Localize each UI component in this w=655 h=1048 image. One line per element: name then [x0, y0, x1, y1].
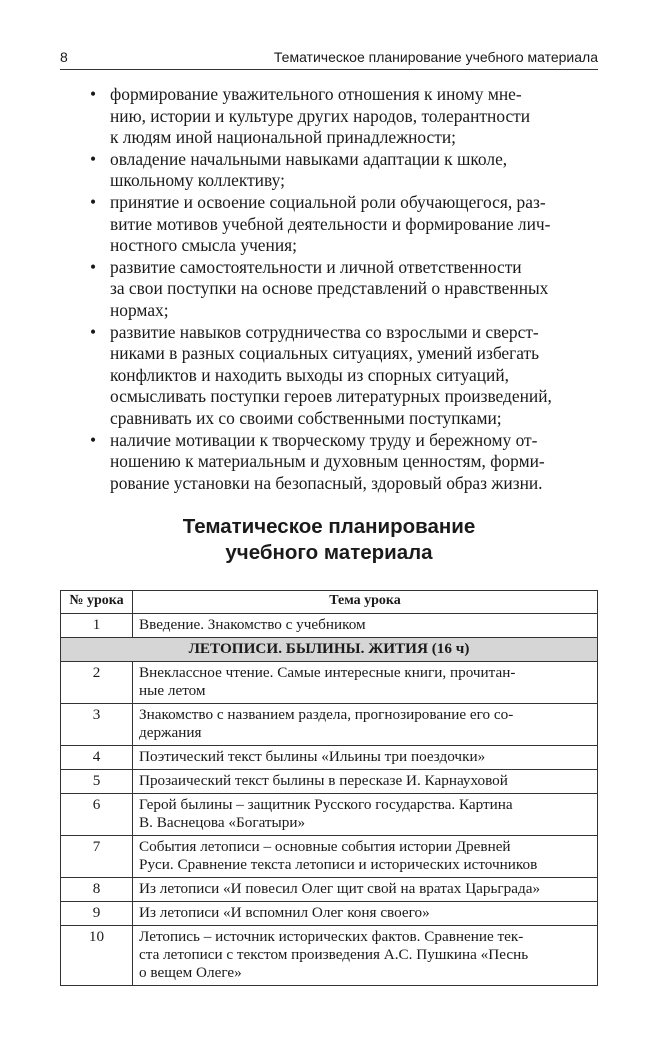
- bullet-marker: •: [90, 191, 97, 212]
- bullet-line: осмысливать поступки героев литературных произведений,: [110, 386, 552, 407]
- lesson-topic: [133, 614, 598, 638]
- bullet-line: принятие и освоение социальной роли обучающегося, раз-: [110, 191, 546, 212]
- bullet-line: овладение начальными навыками адаптации к школе,: [110, 148, 508, 169]
- lesson-topic-line: Поэтический текст былины «Ильины три поездочки»: [139, 748, 486, 765]
- bullet-line: конфликтов и находить выходы из спорных ситуаций,: [110, 364, 509, 385]
- bullet-line: сравнивать их со своими собственными поступками;: [110, 407, 502, 428]
- lesson-number: 9: [61, 902, 133, 926]
- bullet-line: наличие мотивации к творческому труду и бережному от-: [110, 429, 538, 450]
- table-row: [61, 662, 598, 704]
- lesson-topic-line: Внеклассное чтение. Самые интересные книги, прочитан-: [139, 664, 516, 681]
- table-row: [61, 794, 598, 836]
- lesson-topic-line: ста летописи с текстом произведения А.С. Пушкина «Песнь: [139, 946, 529, 963]
- bullet-line: нормах;: [110, 299, 169, 320]
- lesson-topic-line: Руси. Сравнение текста летописи и исторических источников: [139, 856, 538, 873]
- bullet-marker: •: [90, 321, 97, 342]
- bullet-line: нию, истории и культуре других народов, толерантности: [110, 105, 531, 126]
- bullet-marker: •: [90, 429, 97, 450]
- bullet-line: развитие навыков сотрудничества со взрослыми и сверст-: [110, 321, 539, 342]
- lesson-number: 3: [61, 704, 133, 746]
- header-lesson-number: № урока: [61, 591, 133, 614]
- bullet-line: ношению к материальным и духовным ценностям, форми-: [110, 451, 545, 472]
- bullet-line: формирование уважительного отношения к иному мне-: [110, 84, 522, 104]
- lesson-number: 10: [61, 926, 133, 986]
- table-row: [61, 770, 598, 794]
- lesson-topic-line: Из летописи «И вспомнил Олег коня своего»: [139, 904, 430, 921]
- lesson-number: 2: [61, 662, 133, 704]
- bullet-line: рование установки на безопасный, здоровый образ жизни.: [110, 472, 543, 493]
- lesson-number: 7: [61, 836, 133, 878]
- lesson-number: 1: [61, 614, 133, 638]
- lesson-topic: [133, 746, 598, 770]
- header-lesson-topic: Тема урока: [133, 591, 598, 614]
- lesson-topic: [133, 836, 598, 878]
- section-title: ЛЕТОПИСИ. БЫЛИНЫ. ЖИТИЯ (16 ч): [61, 638, 598, 662]
- bullet-line: никами в разных социальных ситуациях, умений избегать: [110, 343, 540, 364]
- bullet-item: [86, 322, 598, 430]
- bullet-item: [86, 149, 598, 192]
- section-heading: [60, 514, 598, 566]
- bullet-line: к людям иной национальной принадлежности;: [110, 127, 457, 148]
- table-row: [61, 704, 598, 746]
- bullet-item: [86, 84, 598, 149]
- lesson-topic-line: Из летописи «И повесил Олег щит свой на вратах Царьграда»: [139, 880, 541, 897]
- outcomes-bullet-list: [86, 84, 598, 494]
- section-heading-line: учебного материала: [225, 541, 433, 564]
- bullet-line: школьному коллективу;: [110, 170, 285, 191]
- bullet-line: развитие самостоятельности и личной ответственности: [110, 256, 522, 277]
- page-number: 8: [60, 49, 68, 65]
- lesson-topic: [133, 878, 598, 902]
- lesson-topic-line: ные летом: [139, 682, 206, 699]
- lesson-number: 6: [61, 794, 133, 836]
- lesson-topic-line: Введение. Знакомство с учебником: [139, 616, 366, 633]
- running-head: [60, 49, 598, 70]
- lesson-number: 4: [61, 746, 133, 770]
- table-section-row: [61, 638, 598, 662]
- lesson-topic-line: Летопись – источник исторических фактов. Сравнение тек-: [139, 928, 524, 945]
- lesson-topic-line: Знакомство с названием раздела, прогнозирование его со-: [139, 706, 514, 723]
- lessons-table: [60, 590, 598, 986]
- lesson-topic-line: Прозаический текст былины в пересказе И. Карнауховой: [139, 772, 508, 789]
- table-row: [61, 836, 598, 878]
- table-row: [61, 926, 598, 986]
- lesson-topic-line: События летописи – основные события истории Древней: [139, 838, 511, 855]
- bullet-marker: •: [90, 148, 97, 169]
- lesson-topic-line: держания: [139, 724, 202, 741]
- table-row: [61, 614, 598, 638]
- lesson-number: 8: [61, 878, 133, 902]
- bullet-line: за свои поступки на основе представлений о нравственных: [110, 278, 549, 299]
- table-row: [61, 902, 598, 926]
- lesson-number: 5: [61, 770, 133, 794]
- lesson-topic-line: Герой былины – защитник Русского государства. Картина: [139, 796, 513, 813]
- table-row: [61, 746, 598, 770]
- bullet-item: [86, 430, 598, 495]
- bullet-line: ностного смысла учения;: [110, 235, 297, 256]
- running-title: Тематическое планирование учебного материала: [273, 49, 598, 65]
- bullet-item: [86, 257, 598, 322]
- lesson-topic-line: о вещем Олеге»: [139, 964, 242, 981]
- bullet-item: [86, 192, 598, 257]
- lesson-topic: [133, 704, 598, 746]
- bullet-line: витие мотивов учебной деятельности и формирование лич-: [110, 213, 551, 234]
- bullet-marker: •: [90, 84, 97, 104]
- table-body: [61, 614, 598, 986]
- lesson-topic: [133, 770, 598, 794]
- lesson-topic: [133, 926, 598, 986]
- lesson-topic: [133, 794, 598, 836]
- section-heading-line: Тематическое планирование: [182, 515, 476, 538]
- bullet-marker: •: [90, 256, 97, 277]
- lesson-topic: [133, 902, 598, 926]
- lesson-topic: [133, 662, 598, 704]
- table-header-row: [61, 591, 598, 614]
- lesson-topic-line: В. Васнецова «Богатыри»: [139, 814, 306, 831]
- table-row: [61, 878, 598, 902]
